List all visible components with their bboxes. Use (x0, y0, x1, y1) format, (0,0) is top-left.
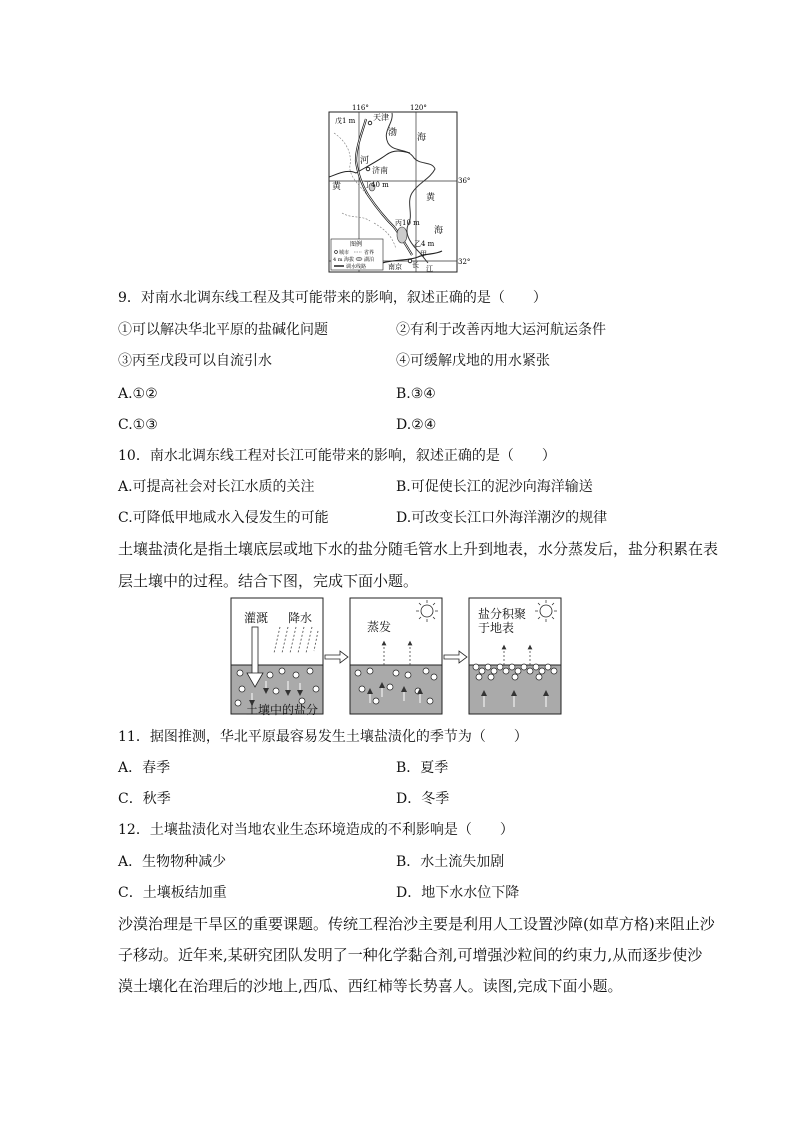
q9-statement-3: ③丙至戊段可以自流引水 (118, 353, 272, 369)
legend-title: 图例 (350, 241, 363, 248)
lon-120-label: 120° (410, 104, 427, 112)
intro2-line2: 子移动。近年来,某研究团队发明了一种化学黏合剂,可增强沙粒间的约束力,从而逐步使沙 (118, 946, 703, 964)
label-ding: 丁40 m (364, 181, 389, 189)
q11-option-c[interactable]: C．秋季 (118, 791, 171, 807)
q10-option-b[interactable]: B.可促使长江的泥沙向海洋输送 (396, 479, 593, 495)
label-huanghai-1: 黄 (426, 193, 436, 203)
q10-option-a[interactable]: A.可提高社会对长江水质的关注 (118, 479, 315, 495)
lake-symbol-icon (356, 257, 362, 261)
q12-option-b[interactable]: B．水土流失加剧 (396, 854, 505, 870)
city-symbol-icon (335, 251, 338, 254)
irrigation-arrow-icon (252, 627, 258, 675)
city-jinan (366, 167, 370, 171)
q9-option-a[interactable]: A.①② (118, 386, 158, 402)
q9-stem: 9．对南水北调东线工程及其可能带来的影响，叙述正确的是（ ） (118, 290, 547, 306)
intro2-line3: 漠土壤化在治理后的沙地上,西瓜、西红柿等长势喜人。读图,完成下面小题。 (118, 977, 623, 995)
label-bing: 丙10 m (395, 219, 420, 227)
lake (397, 227, 407, 243)
lon-116-label: 116° (352, 104, 369, 112)
q9-option-c[interactable]: C.①③ (118, 417, 158, 433)
legend-elev: 海拔 (344, 257, 355, 263)
q11-stem: 11．据图推测，华北平原最容易发生土壤盐渍化的季节为（ ） (118, 729, 528, 745)
q11-option-b[interactable]: B．夏季 (396, 760, 449, 776)
label-wu: 戊1 m (335, 117, 356, 125)
diagram-evaporation-label: 蒸发 (367, 620, 392, 634)
label-yi: 乙4 m (414, 240, 435, 248)
label-jinan: 济南 (372, 166, 388, 175)
q12-stem: 12．土壤盐渍化对当地农业生态环境造成的不利影响是（ ） (118, 822, 514, 838)
label-bohai-1: 渤 (388, 128, 398, 138)
legend-city: 城市 (339, 250, 350, 256)
diagram-soil-salt-label: 土壤中的盐分 (246, 703, 319, 717)
q11-option-d[interactable]: D．冬季 (396, 791, 450, 807)
diagram-irrigation-label: 灌溉 (244, 611, 269, 625)
label-nanjing: 南京 (388, 263, 402, 271)
legend-border: 省界 (364, 250, 375, 256)
legend-lake: 湖泊 (364, 257, 375, 263)
city-tianjin (368, 121, 372, 125)
q11-option-a[interactable]: A．春季 (118, 760, 171, 776)
label-bohai-2: 海 (417, 133, 427, 143)
q10-stem: 10．南水北调东线工程对长江可能带来的影响，叙述正确的是（ ） (118, 448, 556, 464)
q9-option-d[interactable]: D.②④ (396, 417, 437, 433)
label-chang: 长 (412, 261, 419, 269)
south-north-water-diversion-map (322, 103, 471, 276)
q12-option-c[interactable]: C．土壤板结加重 (118, 885, 227, 901)
map-legend (331, 239, 383, 270)
label-huang-river: 黄 (332, 182, 342, 192)
diagram-salt-accumulate-label-2: 于地表 (478, 621, 515, 635)
arrow-right-icon (444, 651, 467, 663)
intro2-line1: 沙漠治理是干旱区的重要课题。传统工程治沙主要是利用人工设置沙障(如草方格)来阻止沙 (118, 915, 715, 933)
label-jia: 甲 (420, 250, 427, 258)
lat-36-label: 36° (458, 177, 471, 185)
arrow-right-icon (325, 651, 348, 663)
diagram-salt-accumulate-label-1: 盐分积聚 (478, 607, 527, 621)
diagram-rainfall-label: 降水 (288, 611, 313, 625)
lat-32-label: 32° (458, 258, 471, 266)
q10-option-c[interactable]: C.可降低甲地咸水入侵发生的可能 (118, 510, 329, 526)
q12-option-d[interactable]: D．地下水水位下降 (396, 885, 520, 901)
q9-option-b[interactable]: B.③④ (396, 386, 436, 402)
q12-option-a[interactable]: A．生物物种减少 (118, 854, 227, 870)
q9-statement-1: ①可以解决华北平原的盐碱化问题 (118, 322, 328, 338)
panel-evaporation (350, 598, 442, 714)
legend-elev-value: 4 m (333, 257, 343, 263)
q10-option-d[interactable]: D.可改变长江口外海洋潮汐的规律 (396, 510, 608, 526)
label-he: 河 (360, 156, 370, 166)
legend-route: 调水线路 (346, 264, 367, 270)
label-tianjin: 天津 (373, 113, 389, 122)
label-huanghai-2: 海 (434, 226, 444, 236)
q9-statement-4: ④可缓解戊地的用水紧张 (396, 353, 550, 369)
intro1-line2: 层土壤中的过程。结合下图，完成下面小题。 (118, 572, 419, 590)
q9-statement-2: ②有利于改善丙地大运河航运条件 (396, 322, 606, 338)
intro1-line1: 土壤盐渍化是指土壤底层或地下水的盐分随毛管水上升到地表，水分蒸发后，盐分积累在表 (118, 540, 719, 558)
label-jiang: 江 (426, 265, 433, 273)
